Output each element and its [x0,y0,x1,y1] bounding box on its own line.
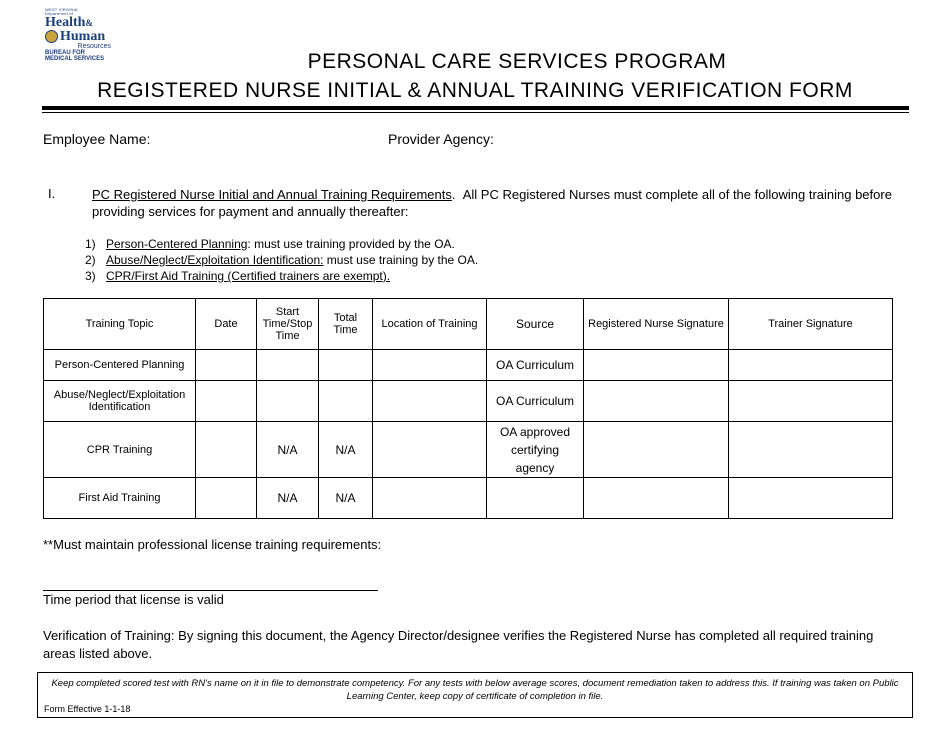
list-rest: must use training by the OA. [323,253,479,267]
table-header-row [44,299,893,350]
date-cell[interactable] [196,478,257,519]
col-date: Date [196,299,257,350]
list-item [85,236,478,252]
logo-human: Human [60,29,106,44]
col-total-time: Total Time [319,299,373,350]
rn-signature-cell[interactable] [584,422,729,478]
location-cell[interactable] [373,478,487,519]
footer-box [37,672,913,718]
table-row [44,381,893,422]
rn-signature-cell[interactable] [584,381,729,422]
total-time-cell: N/A [319,478,373,519]
verification-label: Verification of Training: [43,628,175,643]
license-note: **Must maintain professional license training requirements: [43,537,382,552]
trainer-signature-cell[interactable] [729,478,893,519]
col-rn-signature: Registered Nurse Signature [584,299,729,350]
footer-instructions: Keep completed scored test with RN's name on it in file to demonstrate competency. For any tests with below average scores, document remediation taken to address this. If training was taken on Public Learning Center, keep copy of certificate of completion in file. [51,678,899,702]
license-signature-line[interactable] [43,590,378,591]
topic-cell: Abuse/Neglect/Exploitation Identification [44,381,196,422]
list-number: 1) [85,237,96,251]
table-row [44,422,893,478]
section-text [92,186,892,220]
source-cell: OA Curriculum [487,350,584,381]
license-valid-label: Time period that license is valid [43,592,224,607]
source-cell[interactable] [487,478,584,519]
header-rule-thin [42,112,909,113]
topic-cell: Person-Centered Planning [44,350,196,381]
list-number: 2) [85,253,96,267]
location-cell[interactable] [373,381,487,422]
verification-text: By signing this document, the Agency Director/designee verifies the Registered Nurse has completed all required training areas listed above. [43,628,874,661]
section-body: All PC Registered Nurses must complete all of the following training before providing services for payment and annually thereafter: [92,187,892,219]
start-time-cell[interactable] [257,381,319,422]
total-time-cell[interactable] [319,381,373,422]
source-cell: OA Curriculum [487,381,584,422]
logo-bureau: BUREAU FOR [45,50,85,56]
requirements-list [85,236,478,284]
start-time-cell: N/A [257,478,319,519]
logo-amp: & [85,18,93,28]
start-time-cell[interactable] [257,350,319,381]
employee-name-label: Employee Name: [43,131,151,147]
list-item [85,268,478,284]
col-training-topic: Training Topic [44,299,196,350]
list-title: Person-Centered Planning [106,237,248,251]
col-trainer-signature: Trainer Signature [729,299,893,350]
verification-paragraph [43,627,893,663]
list-title: CPR/First Aid Training (Certified trainers are exempt). [106,269,391,283]
trainer-signature-cell[interactable] [729,381,893,422]
total-time-cell[interactable] [319,350,373,381]
date-cell[interactable] [196,350,257,381]
trainer-signature-cell[interactable] [729,350,893,381]
list-item [85,252,478,268]
total-time-cell: N/A [319,422,373,478]
title-line-2: REGISTERED NURSE INITIAL & ANNUAL TRAINING VERIFICATION FORM [97,79,853,102]
logo-medical: MEDICAL SERVICES [45,56,105,62]
topic-cell: CPR Training [44,422,196,478]
logo-dept: Department of [45,11,73,16]
seal-icon [45,30,58,43]
col-start-stop-time: Start Time/Stop Time [257,299,319,350]
logo-state: WEST VIRGINIA [45,7,78,12]
date-cell[interactable] [196,422,257,478]
start-time-cell: N/A [257,422,319,478]
training-table [43,298,893,519]
section-heading-period: . [451,187,456,202]
trainer-signature-cell[interactable] [729,422,893,478]
header-rule-thick [42,106,909,110]
list-title: Abuse/Neglect/Exploitation Identification: [106,253,324,267]
list-rest: : must use training provided by the OA. [247,237,455,251]
location-cell[interactable] [373,350,487,381]
location-cell[interactable] [373,422,487,478]
section-heading: PC Registered Nurse Initial and Annual Training Requirements [92,187,452,202]
source-cell: OA approved certifying agency [487,422,584,478]
topic-cell: First Aid Training [44,478,196,519]
title-line-1: PERSONAL CARE SERVICES PROGRAM [307,50,727,73]
rn-signature-cell[interactable] [584,350,729,381]
col-source: Source [487,299,584,350]
logo-resources: Resources [77,43,111,50]
provider-agency-label: Provider Agency: [388,131,494,147]
rn-signature-cell[interactable] [584,478,729,519]
date-cell[interactable] [196,381,257,422]
table-row [44,350,893,381]
table-row [44,478,893,519]
list-number: 3) [85,269,96,283]
section-number: I. [48,186,56,201]
logo-health: Health [45,15,86,30]
col-location: Location of Training [373,299,487,350]
form-effective-date: Form Effective 1-1-18 [44,704,131,714]
